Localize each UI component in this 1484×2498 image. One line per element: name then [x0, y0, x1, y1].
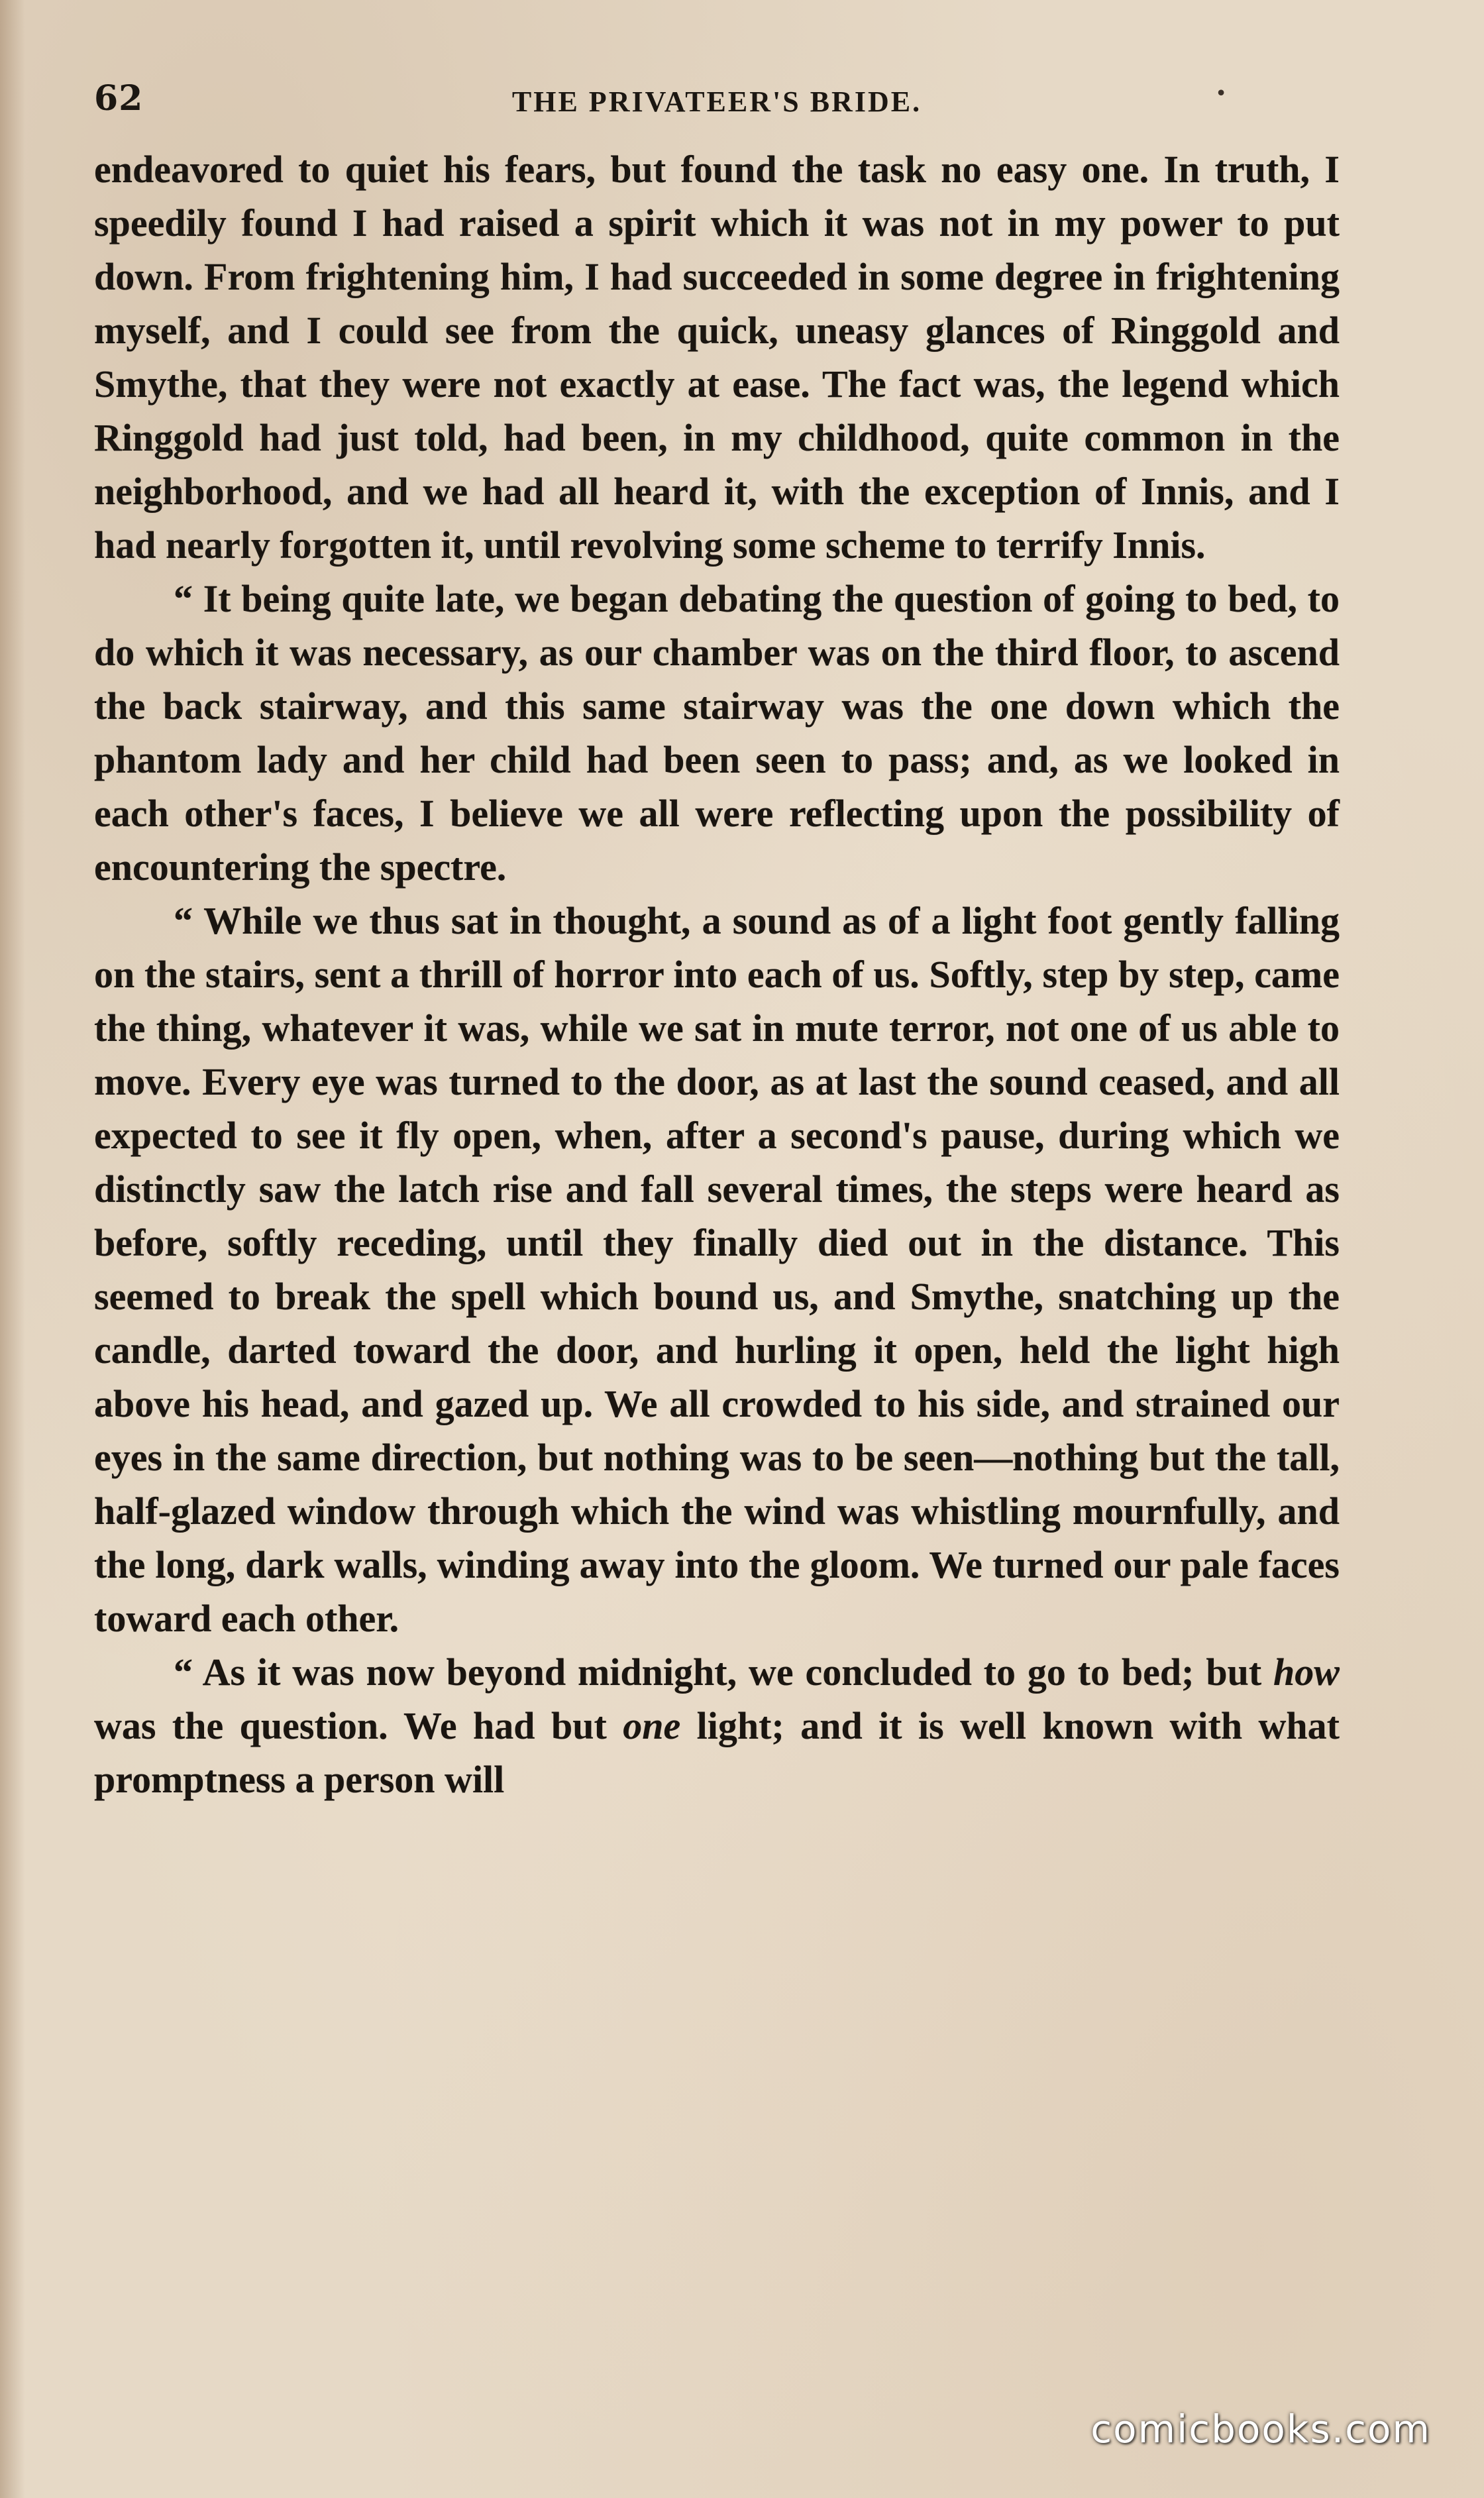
emphasis-how: how — [1273, 1651, 1340, 1694]
emphasis-one: one — [623, 1704, 681, 1747]
paragraph-4 — [94, 1645, 1340, 1806]
body-text — [94, 142, 1340, 1806]
paragraph-4-part-a: “ As it was now beyond midnight, we concluded to go to bed; but — [174, 1651, 1274, 1694]
paragraph-3: “ While we thus sat in thought, a sound as of a light foot gently falling on the stairs, sent a thrill of horror into each of us. Softly, step by step, came the thing, whatever it was, while we sat in mute terror, not one of us able to move. Every eye was turned to the door, as at last the sound ceased, and all expected to see it fly open, when, after a second's pause, during which we distinctly saw the latch rise and fall several times, the steps were heard as before, softly receding, until they finally died out in the distance. This seemed to break the spell which bound us, and Smythe, snatching up the candle, darted toward the door, and hurling it open, held the light high above his head, and gazed up. We all crowded to his side, and strained our eyes in the same direction, but nothing was to be seen—nothing but the tall, half-glazed window through which the wind was whistling mournfully, and the long, dark walls, winding away into the gloom. We turned our pale faces toward each other. — [94, 899, 1340, 1640]
watermark: comicbooks.com — [1090, 2407, 1431, 2452]
book-title: THE PRIVATEER'S BRIDE. — [511, 85, 922, 118]
paragraph-4-part-b: was the question. We had but — [94, 1704, 623, 1747]
paragraph-2: “ It being quite late, we began debating the question of going to bed, to do which it was necessary, as our chamber was on the third floor, to ascend the back stairway, and this same stairway was the one down which the phantom lady and her child had been seen to pass; and, as we looked in each other's faces, I believe we all were reflecting upon the possibility of encountering the spectre. — [94, 577, 1340, 889]
running-head — [94, 78, 1340, 125]
ink-spot-icon: • — [1215, 82, 1227, 105]
paragraph-1: endeavored to quiet his fears, but found the task no easy one. In truth, I speedily found I had raised a spirit which it was not in my power to put down. From frightening him, I had succeeded in some degree in frightening myself, and I could see from the quick, uneasy glances of Ringgold and Smythe, that they were not exactly at ease. The fact was, the legend which Ringgold had just told, had been, in my childhood, quite common in the neighborhood, and we had all heard it, with the exception of Innis, and I had nearly forgotten it, until revolving some scheme to terrify Innis. — [94, 148, 1340, 567]
page-number: 62 — [94, 78, 144, 119]
paragraph-4-part-c: light; and it is well known with what promptness a person will — [94, 1704, 1340, 1801]
page-binding-shadow — [0, 0, 25, 2498]
